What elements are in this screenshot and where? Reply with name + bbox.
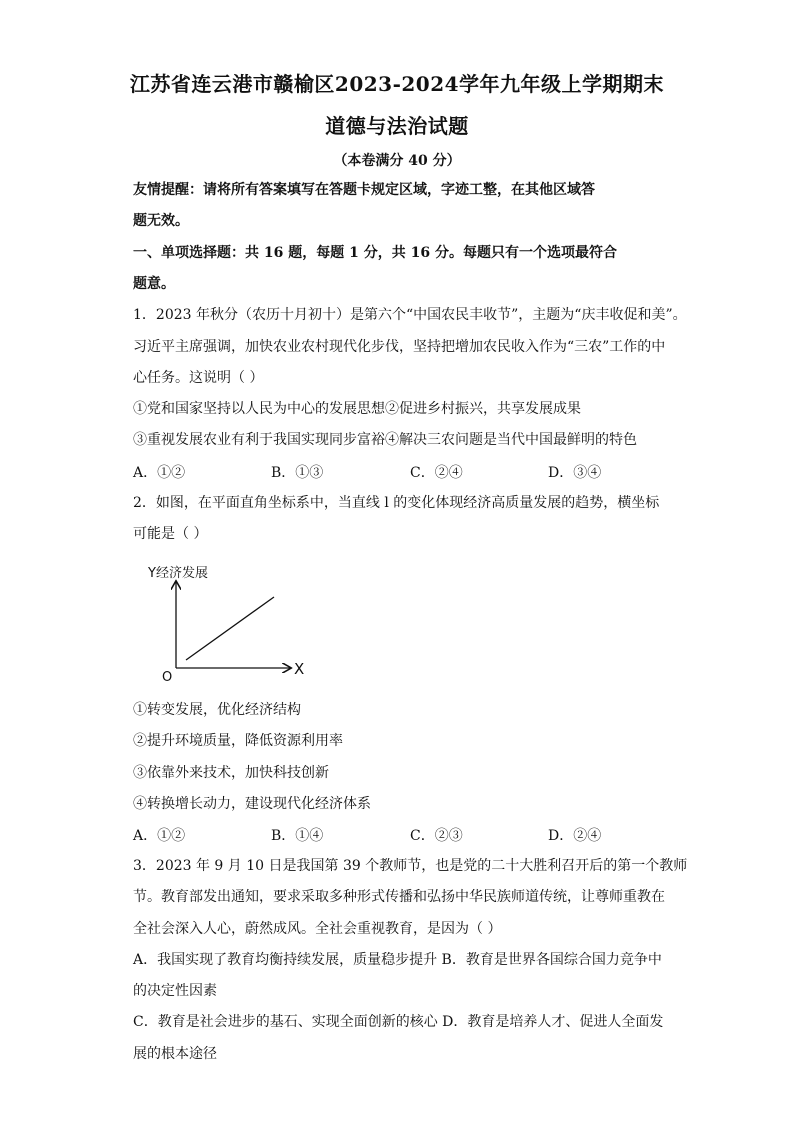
q1-option-a[interactable]: A．①② <box>133 465 186 481</box>
q1-options <box>133 462 673 482</box>
coordinate-graph <box>148 560 318 685</box>
q1-statement-1: ①党和国家坚持以人民为中心的发展思想②促进乡村振兴，共享发展成果 <box>133 401 581 417</box>
q2-options <box>133 825 673 845</box>
q2-option-d[interactable]: D．②④ <box>548 828 602 844</box>
q2-statement-3: ③依靠外来技术，加快科技创新 <box>133 765 329 781</box>
q2-stem-line2: 可能是（ ） <box>133 526 208 542</box>
q2-statement-2: ②提升环境质量，降低资源利用率 <box>133 733 343 749</box>
q1-stem-line1: 1．2023 年秋分（农历十月初十）是第六个“中国农民丰收节”，主题为“庆丰收促和美”。 <box>133 307 687 323</box>
q1-option-b[interactable]: B．①③ <box>271 465 324 481</box>
q2-option-c[interactable]: C．②③ <box>410 828 463 844</box>
origin-label: O <box>162 670 173 685</box>
q3-stem-line1: 3．2023 年 9 月 10 日是我国第 39 个教师节，也是党的二十大胜利召开后的第一个教师 <box>133 858 688 874</box>
section-heading-line1: 一、单项选择题：共 16 题，每题 1 分，共 16 分。每题只有一个选项最符合 <box>133 245 617 261</box>
q3-option-cd-line2[interactable]: 展的根本途径 <box>133 1046 217 1062</box>
reminder-line1: 友情提醒：请将所有答案填写在答题卡规定区域，字迹工整，在其他区域答 <box>133 182 595 198</box>
q3-option-cd-line1[interactable]: C．教育是社会进步的基石、实现全面创新的核心 D．教育是培养人才、促进人全面发 <box>133 1014 664 1030</box>
q1-option-d[interactable]: D．③④ <box>548 465 602 481</box>
q1-option-c[interactable]: C．②④ <box>410 465 463 481</box>
q3-option-ab-line1[interactable]: A．我国实现了教育均衡持续发展，质量稳步提升 B．教育是世界各国综合国力竞争中 <box>133 952 662 968</box>
q1-stem-line2: 习近平主席强调，加快农业农村现代化步伐，坚持把增加农民收入作为“三农”工作的中 <box>133 339 666 355</box>
reminder-line2: 题无效。 <box>133 213 189 229</box>
q2-option-b[interactable]: B．①④ <box>271 828 324 844</box>
q2-statement-4: ④转换增长动力，建设现代化经济体系 <box>133 796 371 812</box>
q2-statement-1: ①转变发展，优化经济结构 <box>133 702 301 718</box>
section-heading-line2: 题意。 <box>133 276 175 292</box>
q3-stem-line2: 节。教育部发出通知，要求采取多种形式传播和弘扬中华民族师道传统，让尊师重教在 <box>133 889 665 905</box>
q2-option-a[interactable]: A．①② <box>133 828 186 844</box>
trend-line-l <box>186 597 274 660</box>
q1-statement-2: ③重视发展农业有利于我国实现同步富裕④解决三农问题是当代中国最鲜明的特色 <box>133 432 637 448</box>
q3-option-ab-line2[interactable]: 的决定性因素 <box>133 983 217 999</box>
q2-stem-line1: 2．如图，在平面直角坐标系中，当直线 l 的变化体现经济高质量发展的趋势，横坐标 <box>133 495 660 511</box>
score-note: （本卷满分 40 分） <box>333 153 461 169</box>
q3-stem-line3: 全社会深入人心，蔚然成风。全社会重视教育，是因为（ ） <box>133 921 502 937</box>
x-axis-label: X <box>294 660 305 678</box>
exam-title-line1: 江苏省连云港市赣榆区2023-2024学年九年级上学期期末 <box>129 72 665 96</box>
exam-title-line2: 道德与法治试题 <box>325 114 469 138</box>
y-axis-label: Y经济发展 <box>148 566 208 581</box>
q1-stem-line3: 心任务。这说明（ ） <box>133 370 264 386</box>
